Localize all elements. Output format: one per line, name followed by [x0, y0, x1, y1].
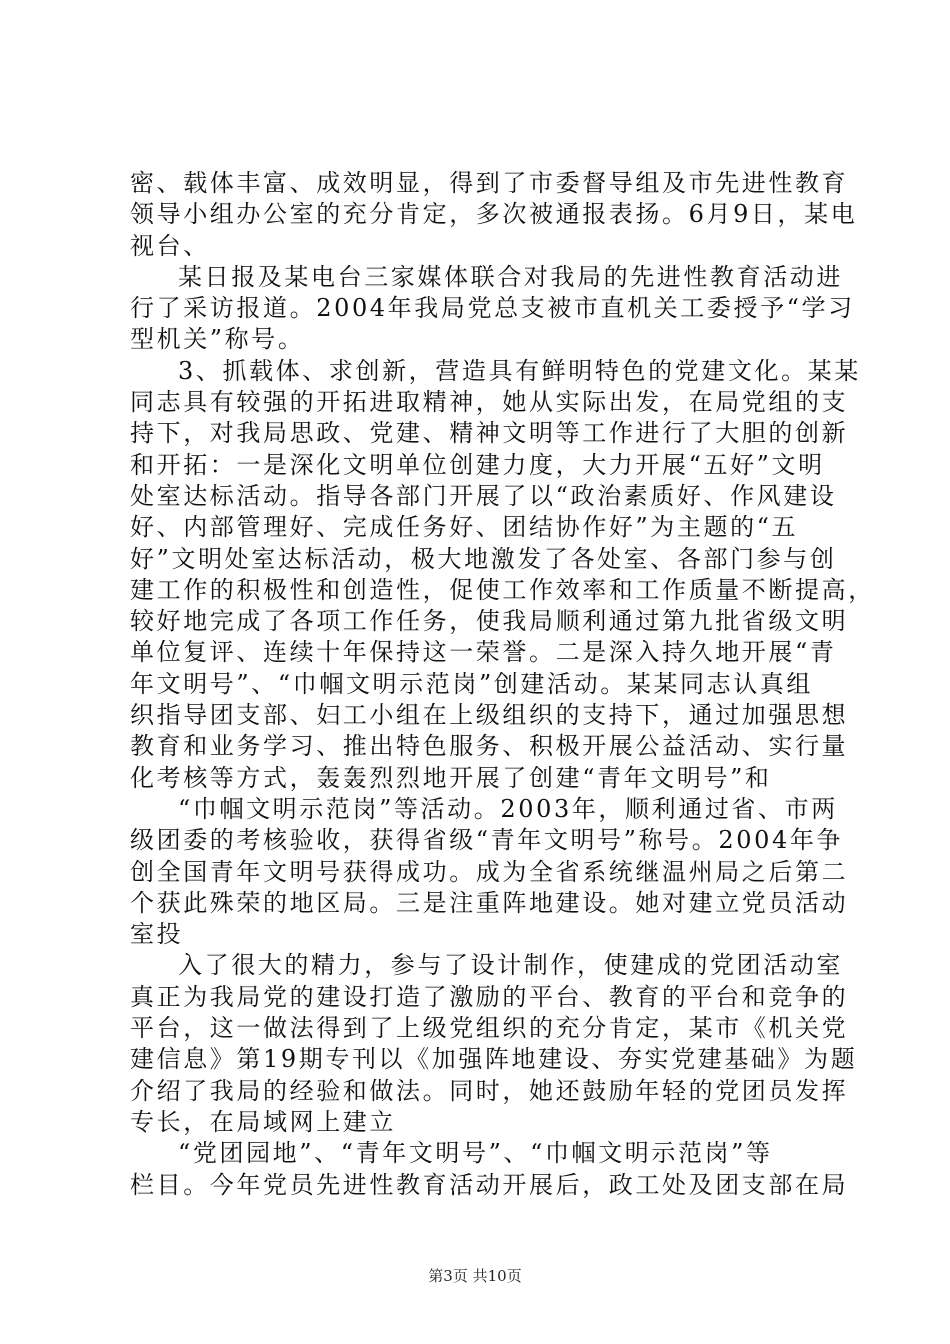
document-body — [130, 168, 875, 1201]
text-line: 建信息》第19期专刊以《加强阵地建设、夯实党建基础》为题 — [130, 1045, 858, 1074]
text-line: 和开拓：一是深化文明单位创建力度，大力开展“五好”文明 — [130, 450, 825, 479]
text-line: 入了很大的精力，参与了设计制作，使建成的党团活动室 — [178, 951, 843, 980]
text-line: 3、抓载体、求创新，营造具有鲜明特色的党建文化。某某 — [178, 356, 861, 385]
text-line: 年文明号”、“巾帼文明示范岗”创建活动。某某同志认真组 — [130, 669, 814, 698]
page-footer: 第3页 共10页 — [428, 1267, 522, 1285]
text-line: 建工作的积极性和创造性，促使工作效率和工作质量不断提高， — [130, 575, 875, 604]
text-line: 真正为我局党的建设打造了激励的平台、教育的平台和竞争的 — [130, 982, 849, 1011]
text-line: 平台，这一做法得到了上级党组织的充分肯定，某市《机关党 — [130, 1014, 849, 1043]
text-line: 个获此殊荣的地区局。三是注重阵地建设。她对建立党员活动 — [130, 888, 849, 917]
text-line: 领导小组办公室的充分肯定，多次被通报表扬。6月9日，某电 — [130, 200, 858, 229]
text-line: 密、载体丰富、成效明显，得到了市委督导组及市先进性教育 — [130, 169, 849, 197]
text-line: 室投 — [130, 920, 184, 949]
text-line: “巾帼文明示范岗”等活动。2003年，顺利通过省、市两 — [178, 794, 838, 823]
text-line: 某日报及某电台三家媒体联合对我局的先进性教育活动进 — [178, 262, 843, 291]
text-line: 织指导团支部、妇工小组在上级组织的支持下，通过加强思想 — [130, 701, 849, 730]
text-line: 介绍了我局的经验和做法。同时，她还鼓励年轻的党团员发挥 — [130, 1076, 849, 1105]
text-line: 教育和业务学习、推出特色服务、积极开展公益活动、实行量 — [130, 732, 849, 761]
text-line: 行了采访报道。2004年我局党总支被市直机关工委授予“学习 — [130, 294, 855, 323]
text-line: 较好地完成了各项工作任务，使我局顺利通过第九批省级文明 — [130, 607, 849, 636]
text-line: “党团园地”、“青年文明号”、“巾帼文明示范岗”等 — [178, 1139, 773, 1168]
text-line: 化考核等方式，轰轰烈烈地开展了创建“青年文明号”和 — [130, 763, 772, 792]
text-line: 视台、 — [130, 231, 210, 260]
text-line: 栏目。今年党员先进性教育活动开展后，政工处及团支部在局 — [130, 1170, 849, 1199]
text-line: 好、内部管理好、完成任务好、团结协作好”为主题的“五 — [130, 513, 799, 542]
text-line: 好”文明处室达标活动，极大地激发了各处室、各部门参与创 — [130, 544, 837, 573]
text-line: 持下，对我局思政、党建、精神文明等工作进行了大胆的创新 — [130, 419, 849, 448]
text-line: 单位复评、连续十年保持这一荣誉。二是深入持久地开展“青 — [130, 638, 837, 667]
text-line: 级团委的考核验收，获得省级“青年文明号”称号。2004年争 — [130, 826, 844, 855]
text-line: 专长，在局域网上建立 — [130, 1107, 396, 1136]
text-line: 型机关”称号。 — [130, 325, 305, 354]
text-line: 同志具有较强的开拓进取精神，她从实际出发，在局党组的支 — [130, 388, 849, 417]
text-line: 处室达标活动。指导各部门开展了以“政治素质好、作风建设 — [130, 481, 837, 510]
text-line: 创全国青年文明号获得成功。成为全省系统继温州局之后第二 — [130, 857, 849, 886]
